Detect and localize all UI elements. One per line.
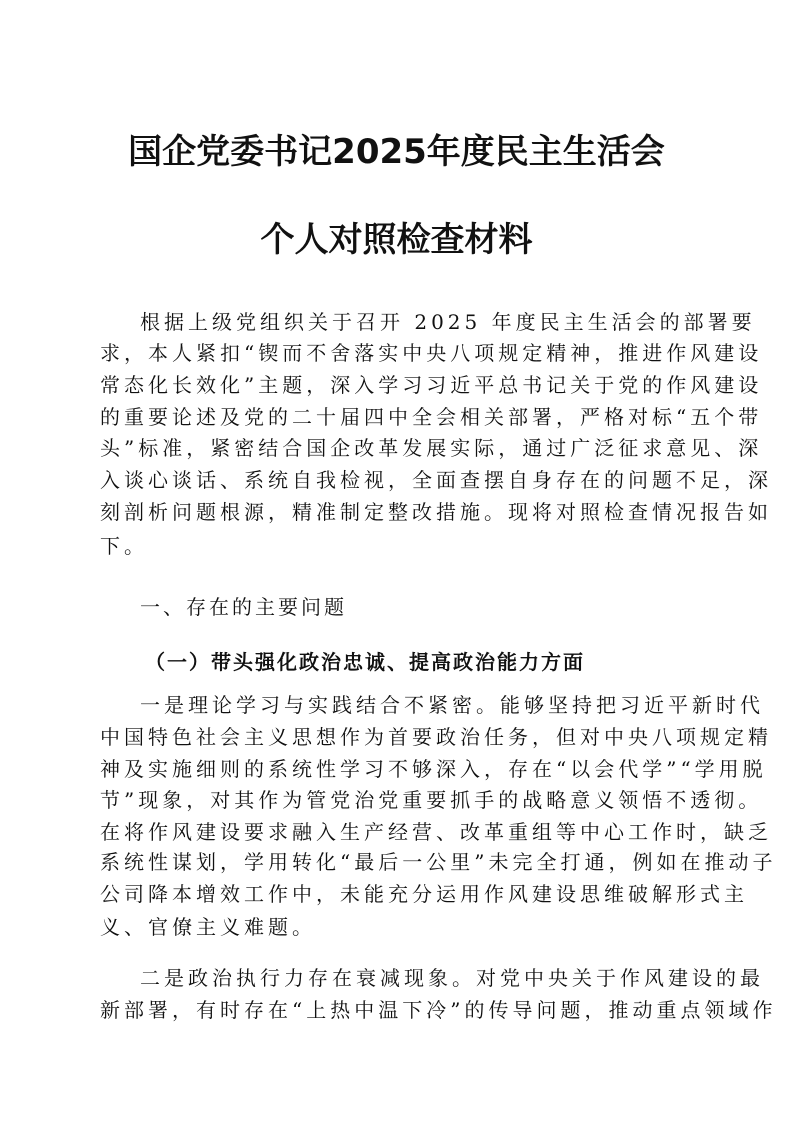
text-line: 根据上级党组织关于召开 2025 年度民主生活会的部署要: [140, 310, 756, 334]
text-line: 在将作风建设要求融入生产经营、改革重组等中心工作时，缺乏: [100, 820, 772, 844]
document-title-line-1: 国企党委书记2025年度民主生活会: [128, 132, 665, 172]
text-line: 的重要论述及党的二十届四中全会相关部署，严格对标“五个带: [100, 405, 763, 429]
text-line: 二是政治执行力存在衰减现象。对党中央关于作风建设的最: [140, 966, 764, 990]
text-line: 新部署，有时存在“上热中温下冷”的传导问题，推动重点领域作: [100, 998, 777, 1022]
text-line: 一是理论学习与实践结合不紧密。能够坚持把习近平新时代: [140, 693, 764, 717]
subsection-heading: （一）带头强化政治忠诚、提高政治能力方面: [145, 650, 585, 674]
text-line: 入谈心谈话、系统自我检视，全面查摆自身存在的问题不足，深: [100, 468, 772, 492]
text-line: 系统性谋划，学用转化“最后一公里”未完全打通，例如在推动子: [100, 850, 777, 874]
text-line: 公司降本增效工作中，未能充分运用作风建设思维破解形式主: [100, 882, 748, 906]
text-line: 中国特色社会主义思想作为首要政治任务，但对中央八项规定精: [100, 725, 772, 749]
text-line: 神及实施细则的系统性学习不够深入，存在“以会代学”“学用脱: [100, 757, 767, 781]
text-line: 求，本人紧扣“锲而不舍落实中央八项规定精神，推进作风建设: [100, 341, 763, 365]
text-line: 刻剖析问题根源，精准制定整改措施。现将对照检查情况报告如: [100, 500, 772, 524]
text-line: 下。: [100, 534, 148, 558]
text-line: 头”标准，紧密结合国企改革发展实际，通过广泛征求意见、深: [100, 436, 763, 460]
document-title-line-2: 个人对照检查材料: [260, 220, 533, 260]
text-line: 常态化长效化”主题，深入学习习近平总书记关于党的作风建设: [100, 373, 763, 397]
section-heading: 一、存在的主要问题: [140, 595, 347, 619]
text-line: 义、官僚主义难题。: [100, 915, 316, 939]
text-line: 节”现象，对其作为管党治党重要抓手的战略意义领悟不透彻。: [100, 788, 763, 812]
